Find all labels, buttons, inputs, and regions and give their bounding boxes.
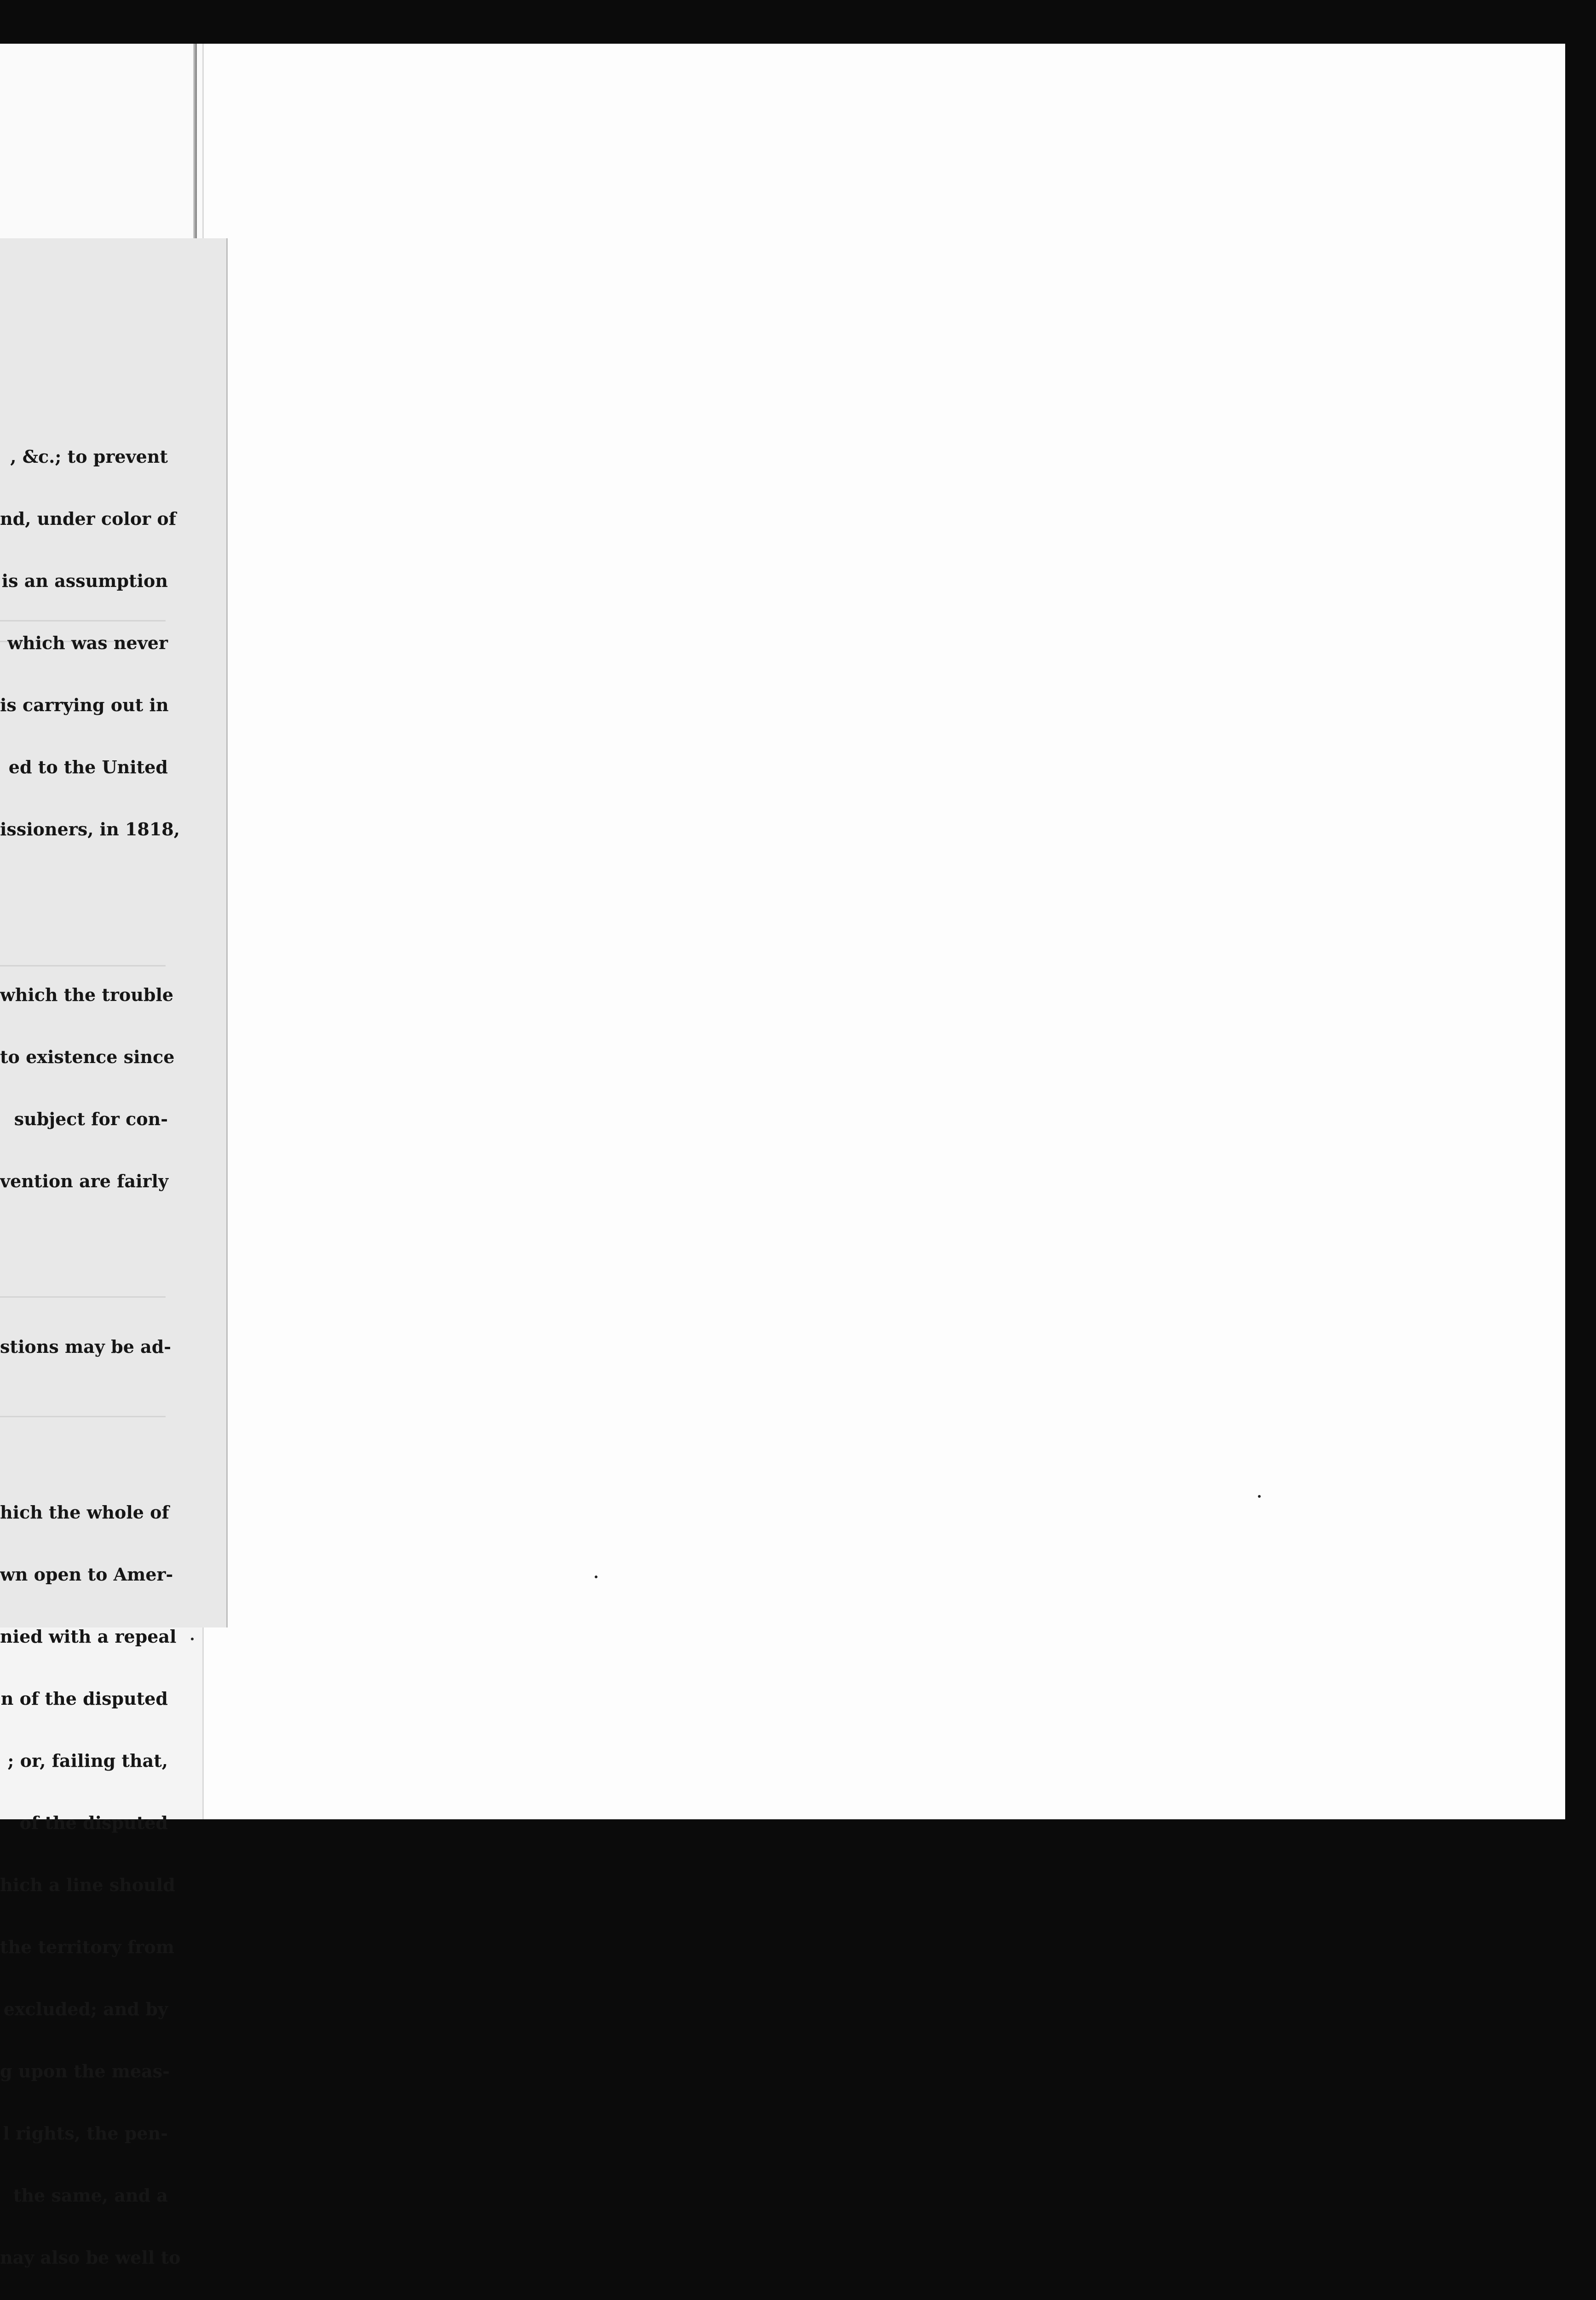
- text-line: the same, and a: [13, 2185, 168, 2206]
- paragraph: [0, 1295, 172, 1398]
- text-line: , &c.; to prevent: [10, 446, 168, 467]
- folded-page-edge: [0, 44, 202, 242]
- text-line: ed to the United: [8, 757, 168, 777]
- clipping-body-text: [0, 363, 181, 2300]
- page-fold-shadow: [193, 44, 197, 242]
- text-line: nied with a repeal: [0, 1626, 177, 1647]
- text-line: which was never: [7, 632, 168, 653]
- blank-page: [202, 44, 1565, 1819]
- dust-speck: [595, 1576, 597, 1578]
- text-line: stions may be ad-: [0, 1336, 172, 1357]
- paragraph: [0, 1460, 181, 2300]
- text-line: nay also be well to: [0, 2247, 181, 2268]
- text-line: issioners, in 1818,: [0, 819, 180, 840]
- text-line: which the trouble: [0, 984, 174, 1005]
- text-line: subject for con-: [14, 1109, 168, 1129]
- dust-speck: [191, 1638, 194, 1640]
- text-line: ; or, failing that,: [7, 1750, 168, 1771]
- text-line: hich the whole of: [0, 1502, 169, 1523]
- text-line: of the disputed: [19, 1812, 168, 1833]
- text-line: l rights, the pen-: [3, 2123, 168, 2144]
- text-line: is carrying out in: [0, 695, 169, 715]
- paragraph: [0, 405, 180, 881]
- text-line: to existence since: [0, 1046, 175, 1067]
- text-line: hich a line should: [0, 1874, 175, 1895]
- text-line: the territory from: [0, 1937, 174, 1957]
- text-line: vention are fairly: [0, 1171, 169, 1191]
- paragraph: [0, 943, 175, 1233]
- text-line: excluded; and by: [3, 1999, 168, 2019]
- text-line: n of the disputed: [0, 1688, 168, 1709]
- dust-speck: [1258, 1495, 1261, 1498]
- text-line: wn open to Amer-: [0, 1564, 173, 1585]
- text-line: nd, under color of: [0, 508, 177, 529]
- text-line: g upon the meas-: [0, 2061, 170, 2082]
- text-line: is an assumption: [1, 570, 168, 591]
